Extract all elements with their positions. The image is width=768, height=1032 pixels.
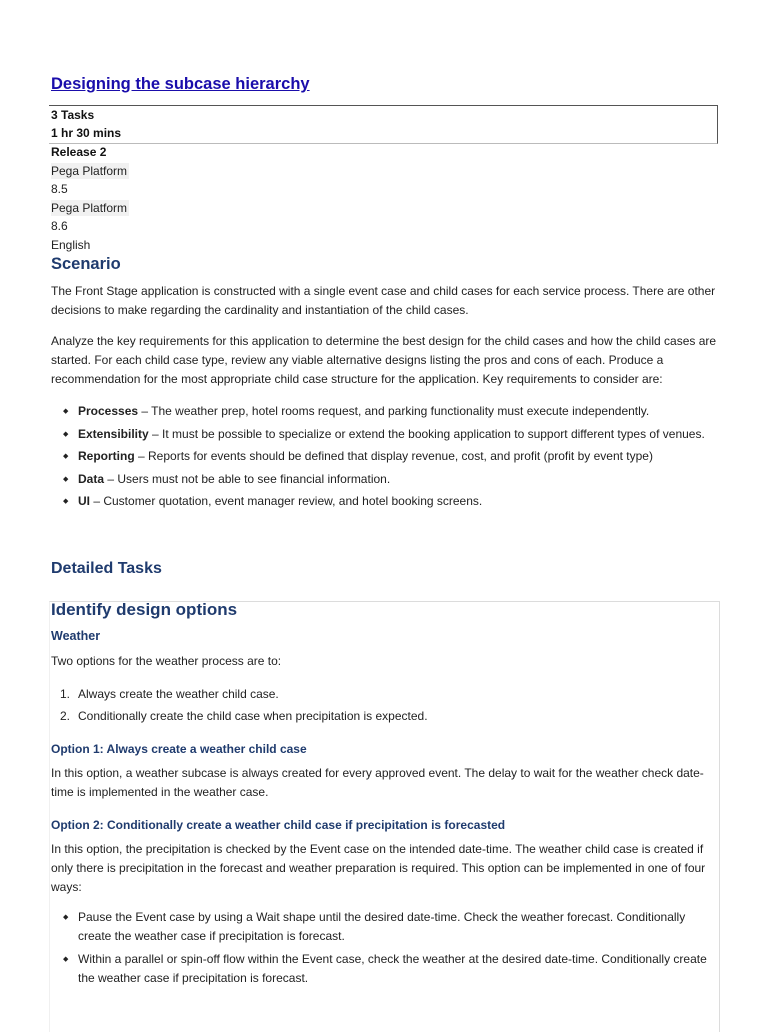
version-tag: 8.6: [51, 219, 68, 233]
requirement-text: – Reports for events should be defined that display revenue, cost, and profit (profit by event type): [134, 449, 653, 464]
implementation-ways-list: [51, 908, 713, 991]
list-item: [51, 425, 721, 444]
requirement-text: – The weather prep, hotel rooms request, and parking functionality must execute independently.: [138, 404, 650, 418]
requirement-text: – Customer quotation, event manager review, and hotel booking screens.: [90, 494, 483, 509]
list-item: [51, 492, 721, 511]
detailed-tasks-heading: Detailed Tasks: [51, 560, 162, 577]
duration: 1 hr 30 mins: [51, 126, 122, 140]
list-item: [51, 707, 711, 726]
option-text: Conditionally create the child case when precipitation is expected.: [78, 709, 428, 723]
list-item: [51, 402, 721, 421]
weather-options-list: [51, 685, 711, 729]
requirements-intro: Analyze the key requirements for this application to determine the best design for the child cases and how the child cases are started. For each child case type, review any viable alternative designs listing the pros and cons of each. Produce a recommendation for the most appropriate child case structure for the application. Key requirements to consider are:: [51, 334, 717, 386]
weather-heading: Weather: [51, 629, 101, 643]
option1-heading: Option 1: Always create a weather child case: [51, 742, 307, 756]
metadata-box: [49, 105, 718, 144]
scenario-paragraph: The Front Stage application is constructed with a single event case and child cases for each service process. There are other decisions to make regarding the cardinality and instantiation of the child cases.: [51, 284, 716, 317]
list-item: [51, 685, 711, 704]
version-tag: 8.5: [51, 182, 68, 196]
weather-intro: Two options for the weather process are to:: [51, 654, 282, 668]
platform-tag: Pega Platform: [51, 164, 128, 178]
option2-text: In this option, the precipitation is checked by the Event case on the intended date-time. The weather child case is created if only there is precipitation in the forecast and weather preparation is required. This option can be implemented in one of four ways:: [51, 842, 706, 894]
requirement-term: Data: [78, 471, 105, 486]
scenario-heading: Scenario: [51, 255, 121, 273]
list-item: ◆ Within a parallel or spin-off flow within the Event case, check the weather at the desired date-time. Conditionally create the weather case if precipitation is forecast.: [51, 950, 713, 988]
page-title-link[interactable]: Designing the subcase hierarchy: [51, 75, 310, 93]
platform-tag: Pega Platform: [51, 201, 128, 215]
requirement-term: Processes: [78, 404, 139, 418]
option-number: 1.: [60, 687, 71, 701]
option1-text: In this option, a weather subcase is always created for every approved event. The delay to wait for the weather check date-time is implemented in the weather case.: [51, 766, 704, 799]
option-number: 2.: [60, 709, 71, 723]
requirement-term: UI: [78, 494, 90, 509]
requirement-text: – Users must not be able to see financial information.: [104, 471, 391, 486]
requirement-text: – It must be possible to specialize or extend the booking application to support different types of venues.: [148, 426, 705, 441]
option-text: Always create the weather child case.: [78, 687, 279, 701]
requirement-term: Extensibility: [78, 426, 149, 441]
list-item: [51, 447, 721, 466]
release-label: Release 2: [51, 145, 107, 159]
requirement-term: Reporting: [78, 449, 135, 464]
option2-heading: Option 2: Conditionally create a weather child case if precipitation is forecasted: [51, 818, 506, 832]
task-count: 3 Tasks: [51, 108, 95, 122]
identify-options-heading: Identify design options: [51, 600, 238, 619]
requirements-list: [51, 402, 721, 515]
list-item: ◆ Pause the Event case by using a Wait shape until the desired date-time. Check the weather forecast. Conditionally create the weather case if precipitation is forecast.: [51, 908, 713, 946]
list-item: [51, 470, 721, 489]
language-tag: English: [51, 238, 91, 252]
